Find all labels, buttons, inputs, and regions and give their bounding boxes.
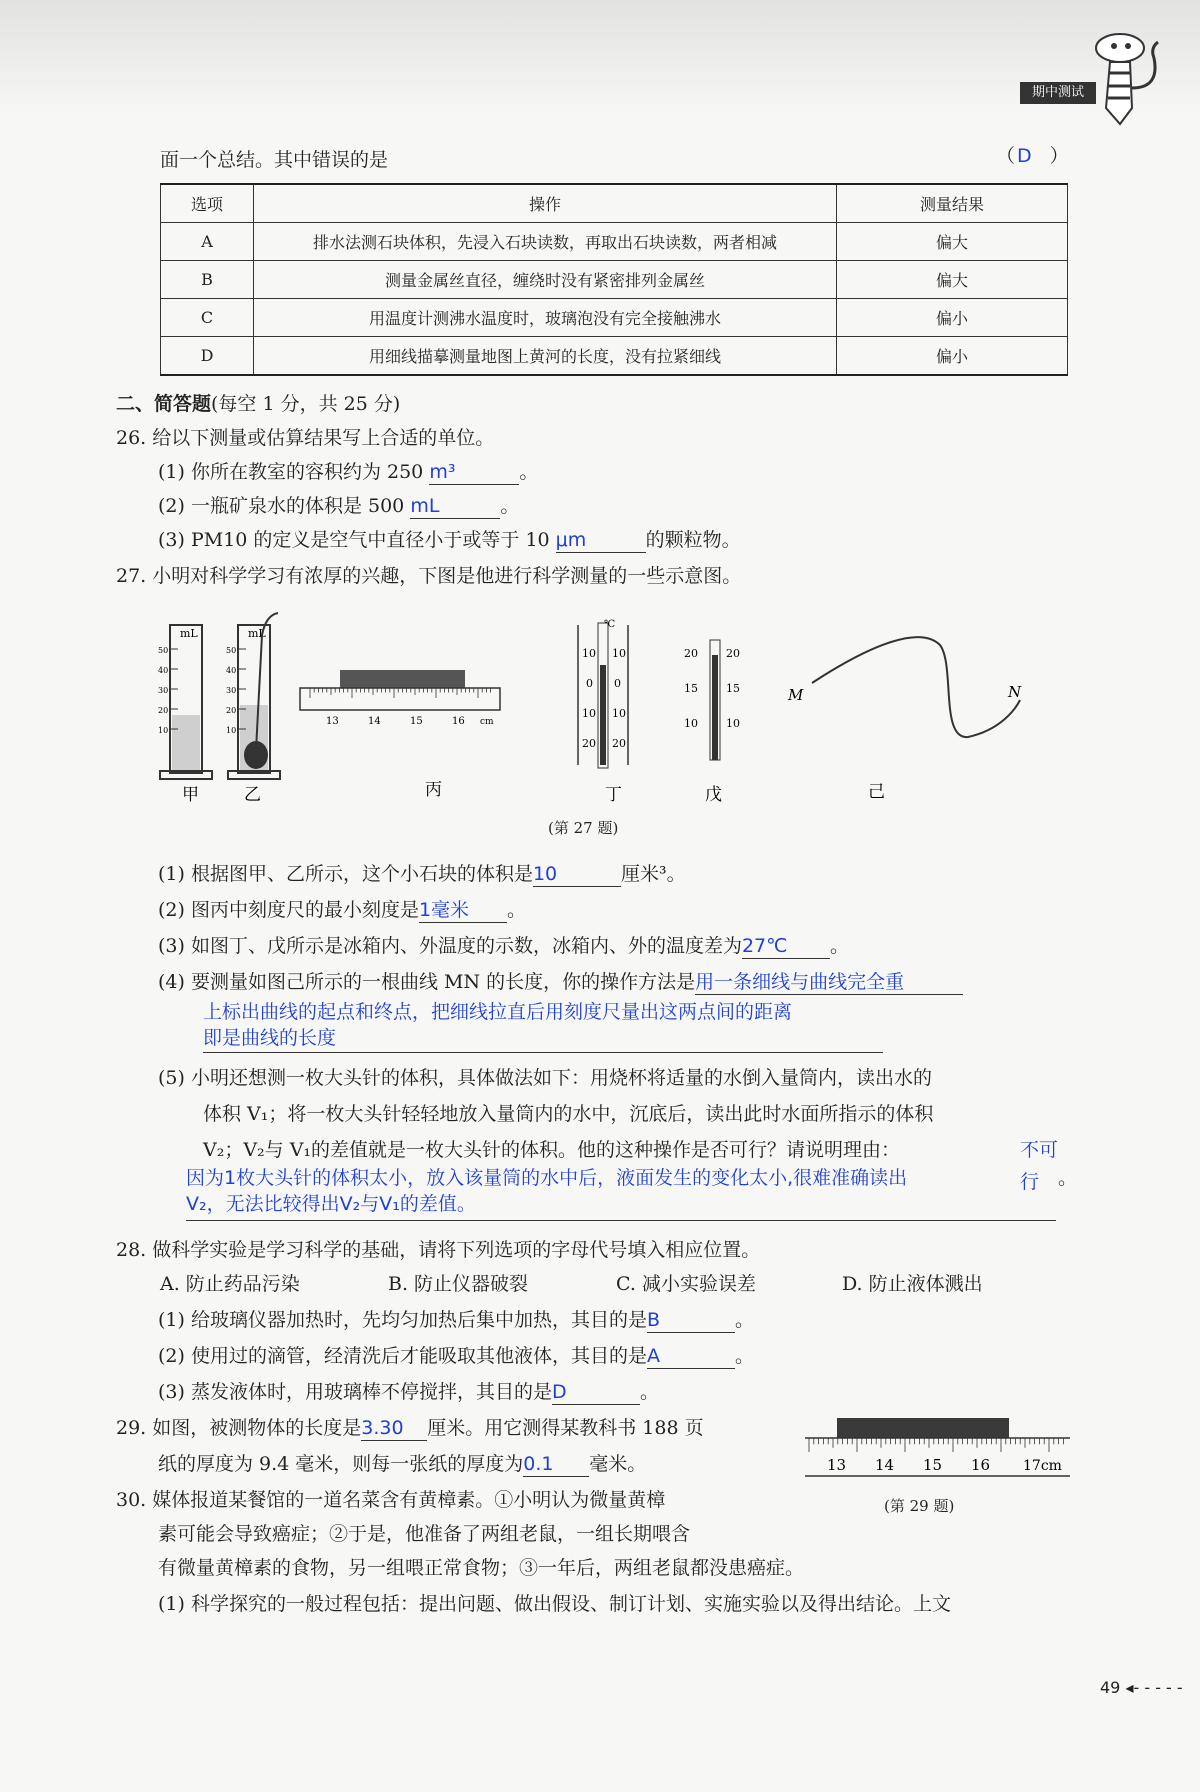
q29-line [158, 1452, 646, 1477]
q27-answer: 10 [533, 862, 621, 887]
q29-line [116, 1416, 704, 1441]
q25-tail [160, 148, 388, 172]
table-row [161, 337, 1068, 376]
q28-answer: A [647, 1344, 735, 1369]
table-cell: B [161, 261, 254, 299]
q27-item-text: (2) 图丙中刻度尺的最小刻度是 [158, 899, 419, 921]
q30-line: (1) 科学探究的一般过程包括：提出问题、做出假设、制订计划、实施实验以及得出结论。上文 [158, 1593, 951, 1615]
q29-answer: 3.30 [361, 1416, 427, 1441]
q27-answer-cont: 上标出曲线的起点和终点，把细线拉直后用刻度尺量出这两点间的距离 [203, 1001, 793, 1023]
ruler-tick-label: 14 [368, 716, 381, 727]
q28-item-end: 。 [734, 1345, 754, 1367]
tiger-mascot-icon [1080, 28, 1170, 133]
cylinder-tick: 20 [226, 706, 237, 715]
ruler-tick-label: 17cm [1023, 1458, 1062, 1474]
q25-text: 面一个总结。其中错误的是 [160, 149, 389, 171]
q27-item5-answer: V₂，无法比较得出V₂与V₁的差值。 [186, 1193, 476, 1215]
q26-stem: 26. 给以下测量或估算结果写上合适的单位。 [116, 427, 495, 449]
figure-label: 戊 [705, 785, 722, 805]
thermo-tick: 10 [684, 717, 698, 730]
page-number: 49 ◂- - - - - [1100, 1678, 1183, 1697]
table-cell: 偏大 [837, 223, 1068, 261]
cylinder-tick: 40 [226, 666, 237, 675]
table-cell: 偏小 [837, 299, 1068, 337]
q27-item5-line: V₂；V₂与 V₁的差值就是一枚大头针的体积。他的这种操作是否可行？请说明理由： [203, 1139, 901, 1161]
thermo-tick: 15 [684, 682, 698, 695]
thermo-tick: 10 [612, 647, 626, 660]
thermo-tick: 10 [726, 717, 740, 730]
section2-title: 二、简答题 [116, 393, 212, 415]
table-header: 测量结果 [837, 184, 1068, 223]
q27-answer: 1毫米 [419, 898, 507, 923]
q27-item5-end: 。 [1058, 1167, 1078, 1189]
ruler-bing [300, 670, 500, 727]
table-header: 选项 [161, 184, 254, 223]
table-row [161, 223, 1068, 261]
q28-item-end: 。 [639, 1381, 659, 1403]
thermo-tick: 0 [614, 677, 621, 690]
ruler-tick-label: 14 [875, 1456, 895, 1474]
q28-option: A. 防止药品污染 [160, 1273, 300, 1295]
q26-answer: mL [410, 494, 500, 519]
q29-ruler-figure [805, 1412, 1075, 1482]
thermometer-ding [578, 619, 628, 768]
q29-text: 29. 如图，被测物体的长度是 [116, 1417, 362, 1439]
q27-item-end: 厘米³。 [620, 863, 686, 885]
thermo-tick: 10 [612, 707, 626, 720]
table-cell: A [161, 223, 254, 261]
q26-item [158, 528, 741, 553]
q26-item-end: 。 [500, 495, 520, 517]
q28-option: D. 防止液体溅出 [842, 1273, 983, 1295]
figure-label: 丙 [425, 780, 442, 800]
q29-caption: (第 29 题) [884, 1497, 955, 1515]
q28-option: B. 防止仪器破裂 [388, 1273, 529, 1295]
q29-text: 厘米。用它测得某教科书 188 页 [427, 1417, 704, 1439]
thermo-tick: 20 [612, 737, 626, 750]
q29-text: 纸的厚度为 9.4 毫米，则每一张纸的厚度为 [158, 1453, 524, 1475]
q28-item-text: (2) 使用过的滴管，经清洗后才能吸取其他液体，其目的是 [158, 1345, 647, 1367]
q28-item-end: 。 [734, 1309, 754, 1331]
thermo-tick: 10 [582, 707, 596, 720]
options-table [160, 183, 1068, 376]
cylinder-yi [226, 613, 280, 779]
q27-answer-cont: 即是曲线的长度 [203, 1027, 337, 1049]
thermo-tick: 15 [726, 682, 740, 695]
ruler-tick-label: 15 [923, 1456, 943, 1474]
ruler-tick-label: 13 [827, 1456, 847, 1474]
q28-answer: B [647, 1308, 735, 1333]
table-header: 操作 [254, 184, 837, 223]
q28-stem: 28. 做科学实验是学习科学的基础，请将下列选项的字母代号填入相应位置。 [116, 1239, 761, 1261]
q26-item-text: (3) PM10 的定义是空气中直径小于或等于 10 [158, 529, 556, 551]
q25-answer-bracket [996, 144, 1069, 168]
answer-line [203, 1052, 883, 1053]
table-cell: 偏大 [837, 261, 1068, 299]
ruler-tick-label: 16 [971, 1456, 991, 1474]
q27-item5-answer: 因为1枚大头针的体积太小，放入该量筒的水中后，液面发生的变化太小,很难准确读出 [186, 1167, 908, 1189]
ruler-tick-label: 16 [452, 716, 465, 727]
q27-item-end: 。 [506, 899, 526, 921]
curve-ji [787, 637, 1022, 737]
q27-item-end: 。 [829, 935, 849, 957]
table-cell: 用细线描摹测量地图上黄河的长度，没有拉紧细线 [254, 337, 837, 376]
q27-item5-line: 体积 V₁；将一枚大头针轻轻地放入量筒内的水中，沉底后，读出此时水面所指示的体积 [203, 1103, 934, 1125]
q25-open: （ [996, 145, 1016, 167]
section-title [116, 392, 400, 416]
q30-line: 30. 媒体报道某餐馆的一道名菜含有黄樟素。①小明认为微量黄樟 [116, 1489, 666, 1511]
figure-label: 甲 [182, 785, 199, 805]
q27-figure [150, 605, 1050, 810]
cylinder-unit: mL [180, 627, 198, 640]
q28-item [158, 1380, 659, 1405]
cylinder-tick: 30 [226, 686, 237, 695]
cylinder-tick: 20 [158, 706, 169, 715]
q25-answer: D [1017, 145, 1032, 167]
q27-item5-answer: 行 [1020, 1171, 1040, 1193]
cylinder-tick: 10 [226, 726, 237, 735]
q27-item [158, 970, 963, 995]
q28-answer: D [552, 1380, 640, 1405]
cylinder-tick: 50 [158, 646, 169, 655]
q27-item-text: (3) 如图丁、戊所示是冰箱内、外温度的示数，冰箱内、外的温度差为 [158, 935, 742, 957]
table-cell: 偏小 [837, 337, 1068, 376]
q30-line: 有微量黄樟素的食物，另一组喂正常食物；③一年后，两组老鼠都没患癌症。 [158, 1557, 805, 1579]
table-row [161, 261, 1068, 299]
thermo-tick: 20 [684, 647, 698, 660]
q26-item-text: (1) 你所在教室的容积约为 250 [158, 461, 430, 483]
figure-label: 乙 [244, 785, 261, 805]
q30-line: 素可能会导致癌症；②于是，他准备了两组老鼠，一组长期喂含 [158, 1523, 691, 1545]
table-cell: C [161, 299, 254, 337]
q28-option: C. 减小实验误差 [616, 1273, 756, 1295]
cylinder-jia [158, 625, 212, 779]
q27-item [158, 898, 526, 923]
q29-answer: 0.1 [523, 1452, 589, 1477]
q28-item-text: (1) 给玻璃仪器加热时，先均匀加热后集中加热，其目的是 [158, 1309, 647, 1331]
ruler-tick-label: 13 [326, 716, 339, 727]
q27-stem: 27. 小明对科学学习有浓厚的兴趣，下图是他进行科学测量的一些示意图。 [116, 565, 742, 587]
q27-answer: 用一条细线与曲线完全重 [695, 970, 963, 995]
cylinder-tick: 10 [158, 726, 169, 735]
q27-item-text: (4) 要测量如图己所示的一根曲线 MN 的长度，你的操作方法是 [158, 971, 696, 993]
q27-item [158, 862, 686, 887]
measured-object [837, 1418, 1009, 1438]
cylinder-tick: 50 [226, 646, 237, 655]
q26-item-end: 的颗粒物。 [645, 529, 741, 551]
figure-label: 丁 [605, 785, 622, 805]
table-header-row [161, 184, 1068, 223]
table-cell: D [161, 337, 254, 376]
cylinder-tick: 30 [158, 686, 169, 695]
curve-label-n: N [1008, 683, 1022, 701]
q27-item5-answer: 不可 [1020, 1139, 1059, 1161]
q27-answer: 27℃ [742, 934, 830, 959]
q27-caption: (第 27 题) [548, 819, 619, 837]
cylinder-tick: 40 [158, 666, 169, 675]
cylinder-unit: mL [248, 627, 266, 640]
q25-close: ） [1049, 145, 1069, 167]
q29-text: 毫米。 [589, 1453, 647, 1475]
curve-label-m: M [788, 686, 804, 704]
q28-item-text: (3) 蒸发液体时，用玻璃棒不停搅拌，其目的是 [158, 1381, 552, 1403]
thermo-tick: 0 [586, 677, 593, 690]
thermo-tick: 20 [726, 647, 740, 660]
thermometer-unit: ℃ [604, 619, 616, 630]
q28-item [158, 1308, 754, 1333]
q26-item [158, 494, 519, 519]
table-cell: 测量金属丝直径，缠绕时没有紧密排列金属丝 [254, 261, 837, 299]
table-cell: 排水法测石块体积，先浸入石块读数，再取出石块读数，两者相减 [254, 223, 837, 261]
figure-label: 己 [868, 782, 885, 802]
q26-item-text: (2) 一瓶矿泉水的体积是 500 [158, 495, 411, 517]
answer-line [186, 1220, 1056, 1221]
section2-note: (每空 1 分，共 25 分) [211, 393, 401, 415]
thermo-tick: 10 [582, 647, 596, 660]
table-cell: 用温度计测沸水温度时，玻璃泡没有完全接触沸水 [254, 299, 837, 337]
q28-item [158, 1344, 754, 1369]
q26-item-end: 。 [519, 461, 539, 483]
ruler-unit: cm [480, 717, 494, 727]
q27-item [158, 934, 849, 959]
q26-item [158, 460, 538, 485]
q27-item5-line: (5) 小明还想测一枚大头针的体积，具体做法如下：用烧杯将适量的水倒入量筒内，读出水的 [158, 1067, 932, 1089]
table-row [161, 299, 1068, 337]
q27-item-text: (1) 根据图甲、乙所示，这个小石块的体积是 [158, 863, 533, 885]
thermo-tick: 20 [582, 737, 596, 750]
q26-answer: μm [556, 528, 646, 553]
thermometer-wu [684, 640, 740, 760]
q26-answer: m³ [429, 460, 519, 485]
ruler-tick-label: 15 [410, 716, 423, 727]
page-number-value: 49 [1100, 1678, 1121, 1697]
section-badge: 期中测试 [1020, 82, 1096, 104]
